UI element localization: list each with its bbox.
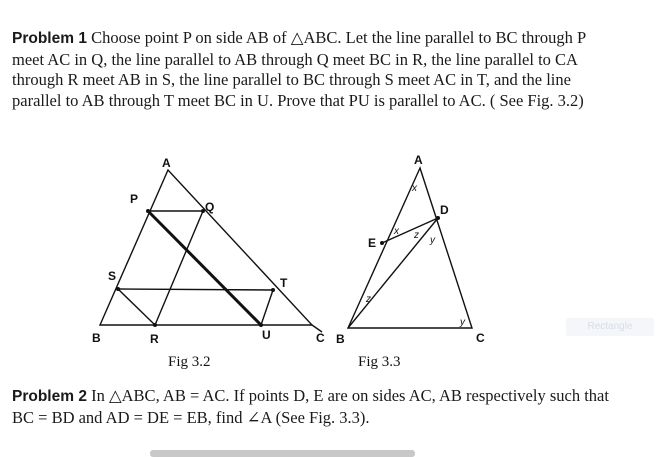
- fig33-label-d: D: [440, 203, 449, 217]
- fig32-label-b: B: [92, 331, 101, 345]
- fig32-label-q: Q: [205, 200, 215, 214]
- angle-y-at-c: y: [460, 317, 465, 328]
- fig32-label-c: C: [316, 331, 325, 345]
- segment-rs: [118, 289, 155, 325]
- segment-pu: [148, 211, 261, 325]
- problem-2-label: Problem 2: [12, 388, 87, 405]
- fig32-caption: Fig 3.2: [168, 354, 211, 370]
- segment-qr: [155, 211, 203, 325]
- problem-2: [12, 386, 612, 428]
- problem-1-text: Choose point P on side AB of △ABC. Let the line parallel to BC through P meet AC in Q, the line parallel to AB through Q meet BC in R, the line parallel to CA through R meet AB in S, the line parallel to BC through S meet AC in T, and the line parallel to AB through T meet BC in U. Prove that PU is parallel to AC. ( See Fig. 3.2): [12, 28, 586, 110]
- fig33-label-b: B: [336, 332, 345, 346]
- fig33-label-a: A: [414, 153, 423, 167]
- segment-st: [118, 289, 273, 290]
- rectangle-badge[interactable]: Rectangle: [566, 318, 654, 336]
- angle-x-at-e: x: [394, 226, 399, 237]
- fig32-label-s: S: [108, 269, 117, 283]
- angle-x-at-a: x: [412, 183, 417, 194]
- fig33-caption: Fig 3.3: [358, 354, 401, 370]
- fig32-label-r: R: [150, 332, 159, 346]
- fig32-label-a: A: [162, 156, 171, 170]
- fig32-label-t: T: [280, 276, 288, 290]
- horizontal-scrollbar[interactable]: [150, 450, 415, 457]
- fig32-label-u: U: [262, 328, 271, 342]
- fig33-label-e: E: [368, 236, 377, 250]
- fig32-label-p: P: [130, 192, 139, 206]
- segment-tu: [261, 290, 273, 325]
- fig33-label-c: C: [476, 331, 485, 345]
- angle-z-at-b: z: [366, 294, 371, 305]
- angle-y-at-d: y: [430, 235, 435, 246]
- problem-1-label: Problem 1: [12, 30, 87, 47]
- angle-z-at-d: z: [414, 230, 419, 241]
- problem-2-text: In △ABC, AB = AC. If points D, E are on sides AC, AB respectively such that BC = BD and AD = DE = EB, find ∠A (See Fig. 3.3).: [12, 386, 609, 427]
- segment-bd: [348, 218, 438, 328]
